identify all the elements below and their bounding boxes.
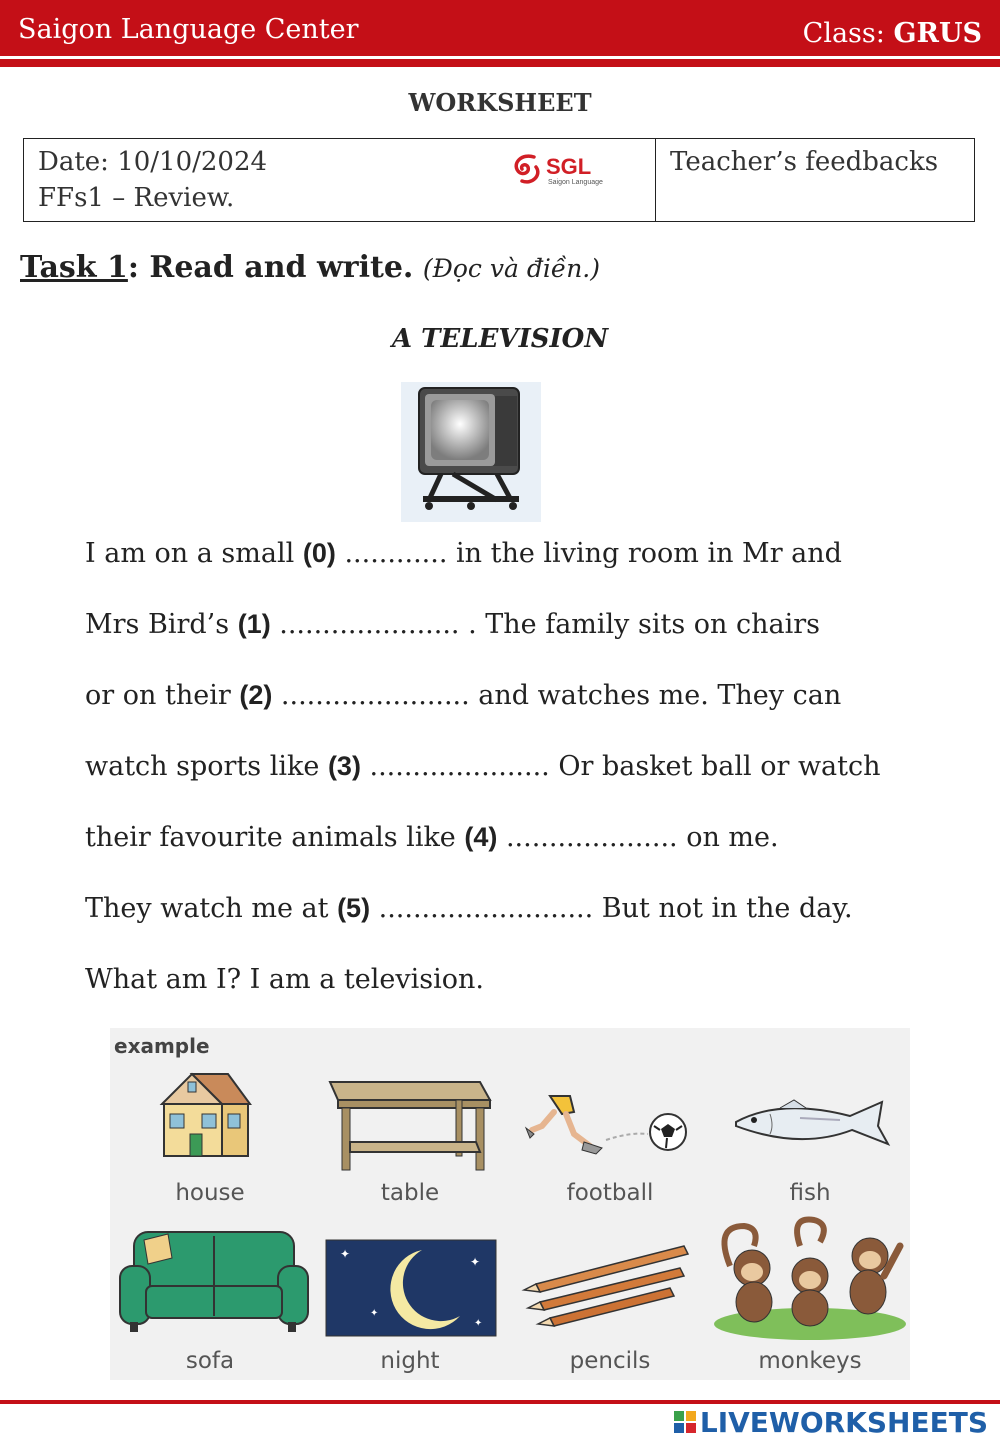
- class-value: GRUS: [893, 18, 982, 49]
- word-caption: house: [175, 1180, 245, 1206]
- word-card-monkeys: [710, 1206, 910, 1376]
- passage-text: ............ in the living room in Mr and: [335, 538, 842, 569]
- blank-number: (0): [302, 538, 336, 568]
- passage-text: ...................... and watches me. They can: [272, 680, 842, 711]
- info-table: [23, 138, 975, 222]
- passage-line: [85, 887, 985, 958]
- teacher-feedback-label: Teacher’s feedbacks: [670, 147, 939, 177]
- header-bar: [0, 0, 1000, 56]
- passage-text: ..................... Or basket ball or watch: [360, 751, 881, 782]
- passage-line: [85, 958, 985, 1029]
- class-label: Class:: [802, 18, 894, 49]
- blank-number: (1): [237, 609, 271, 639]
- blank-number: (4): [464, 822, 498, 852]
- word-card-fish: [710, 1034, 910, 1204]
- word-bank-panel: [110, 1028, 910, 1380]
- monkeys-icon: [710, 1206, 910, 1346]
- word-caption: pencils: [569, 1348, 651, 1374]
- table-icon: [310, 1034, 510, 1174]
- pencils-icon: [510, 1206, 710, 1346]
- house-icon: [110, 1034, 310, 1174]
- passage-text: They watch me at: [85, 893, 338, 924]
- word-caption: monkeys: [758, 1348, 862, 1374]
- word-caption: sofa: [185, 1348, 235, 1374]
- header-divider: [0, 59, 1000, 67]
- organization-name: Saigon Language Center: [18, 14, 359, 45]
- class-info: [803, 18, 982, 49]
- passage-line: [85, 532, 985, 603]
- moon-icon: [310, 1206, 510, 1346]
- task-title: : Read and write.: [127, 250, 414, 285]
- word-caption: fish: [789, 1180, 831, 1206]
- svg-text:✦: ✦: [474, 1318, 483, 1329]
- passage-text: watch sports like: [85, 751, 328, 782]
- passage-line: [85, 816, 985, 887]
- sgl-logo: [508, 151, 608, 191]
- info-left-cell: [24, 139, 656, 221]
- word-card-house: [110, 1034, 310, 1204]
- blank-number: (3): [327, 751, 361, 781]
- passage-text: ......................... But not in the day.: [370, 893, 853, 924]
- task-instruction: (Đọc và điền.): [422, 254, 601, 283]
- story-title: A TELEVISION: [391, 324, 609, 354]
- fish-icon: [710, 1034, 910, 1174]
- word-card-sofa: [110, 1206, 310, 1376]
- passage-line: [85, 674, 985, 745]
- task-heading: [20, 250, 600, 285]
- sgl-logo-text: SGL: [546, 154, 592, 179]
- passage-text: ..................... . The family sits on chairs: [270, 609, 821, 640]
- svg-text:✦: ✦: [470, 1255, 481, 1269]
- television-icon: [401, 382, 541, 522]
- word-card-football: [510, 1034, 710, 1204]
- passage-text: Mrs Bird’s: [85, 609, 238, 640]
- svg-text:✦: ✦: [340, 1247, 351, 1261]
- sgl-logo-icon: [508, 151, 544, 193]
- word-caption: night: [380, 1348, 440, 1374]
- passage-text: or on their: [85, 680, 240, 711]
- passage-text: I am on a small: [85, 538, 303, 569]
- date-text: Date: 10/10/2024: [38, 147, 268, 177]
- passage-text: What am I? I am a television.: [85, 964, 484, 995]
- task-number: Task 1: [20, 250, 128, 285]
- blank-number: (2): [239, 680, 273, 710]
- passage-line: [85, 603, 985, 674]
- football-icon: [510, 1034, 710, 1174]
- worksheet-title: WORKSHEET: [408, 88, 592, 117]
- passage-text: their favourite animals like: [85, 822, 465, 853]
- sofa-icon: [110, 1206, 310, 1346]
- reading-passage: [85, 532, 985, 1029]
- word-caption: football: [566, 1180, 654, 1206]
- liveworksheets-logo[interactable]: [674, 1403, 988, 1441]
- liveworksheets-text: LIVEWORKSHEETS: [699, 1405, 988, 1439]
- word-card-pencils: [510, 1206, 710, 1376]
- passage-line: [85, 745, 985, 816]
- svg-text:✦: ✦: [370, 1308, 379, 1319]
- blank-number: (5): [337, 893, 371, 923]
- word-caption: table: [380, 1180, 440, 1206]
- example-label: example: [114, 1034, 210, 1058]
- word-card-night: [310, 1206, 510, 1376]
- liveworksheets-blocks-icon: [674, 1411, 696, 1433]
- lesson-text: FFs1 – Review.: [38, 183, 235, 213]
- sgl-logo-subtext: Saigon Language: [548, 179, 603, 186]
- passage-text: .................... on me.: [497, 822, 779, 853]
- word-card-table: [310, 1034, 510, 1204]
